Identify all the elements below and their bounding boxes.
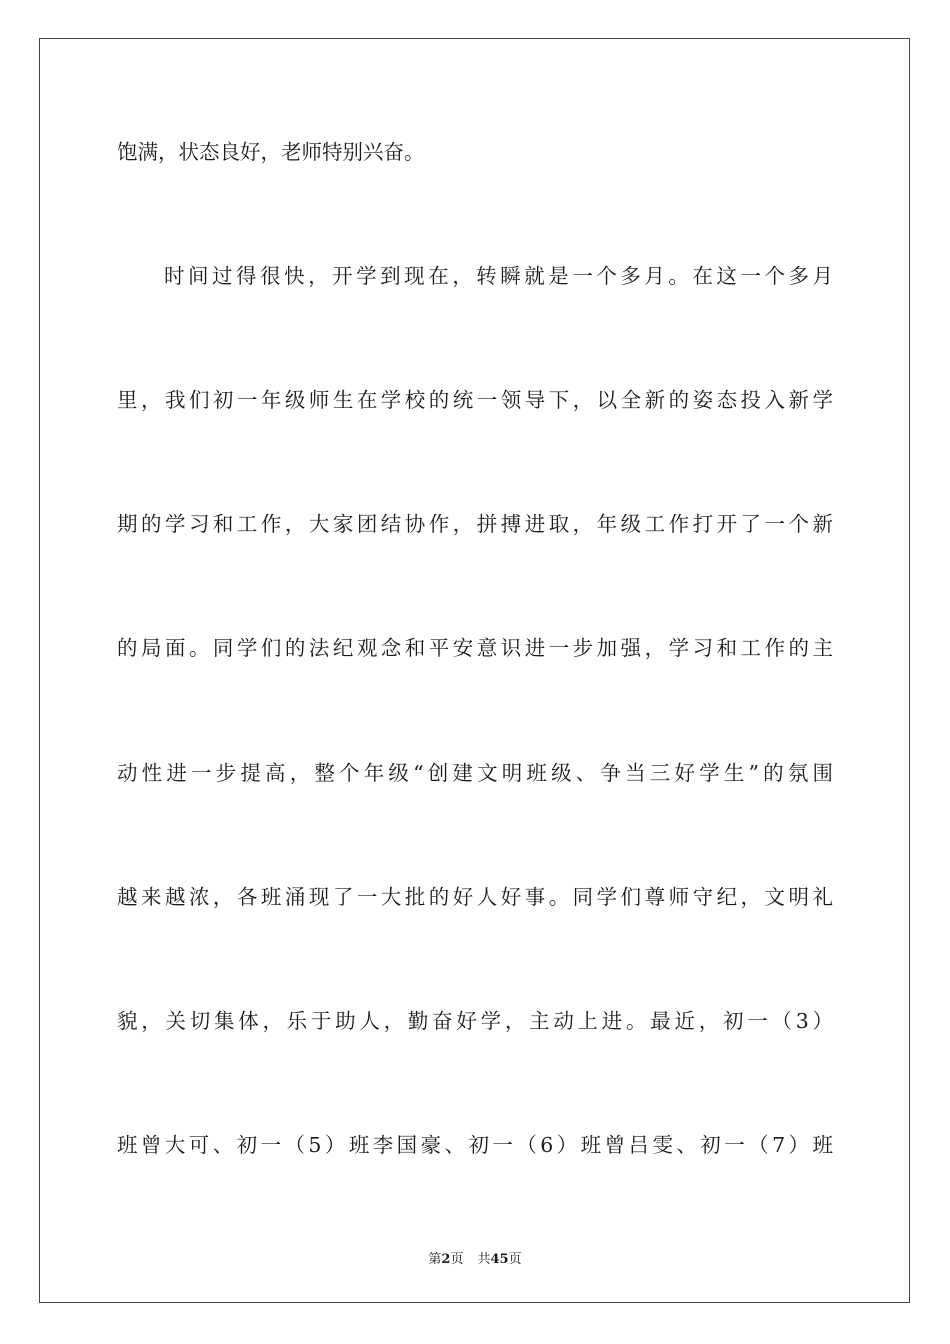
total-pages: 45 xyxy=(490,1252,509,1267)
text-line-9: 班曾大可、初一（5）班李国豪、初一（6）班曾吕雯、初一（7）班 xyxy=(117,1133,833,1157)
page-prefix: 第 xyxy=(428,1252,442,1267)
text-line-5: 的局面。同学们的法纪观念和平安意识进一步加强，学习和工作的主 xyxy=(117,636,833,660)
text-line-6: 动性进一步提高，整个年级“创建文明班级、争当三好学生”的氛围 xyxy=(117,761,833,785)
page-number: 2 xyxy=(441,1252,451,1267)
page-footer xyxy=(0,1248,950,1267)
total-prefix: 共 xyxy=(477,1252,491,1267)
text-line-3: 里，我们初一年级师生在学校的统一领导下，以全新的姿态投入新学 xyxy=(117,388,833,412)
page-border xyxy=(39,38,910,1303)
total-suffix: 页 xyxy=(508,1252,522,1267)
text-line-2: 时间过得很快，开学到现在，转瞬就是一个多月。在这一个多月 xyxy=(164,264,833,288)
text-line-7: 越来越浓，各班涌现了一大批的好人好事。同学们尊师守纪，文明礼 xyxy=(117,885,833,909)
page-suffix: 页 xyxy=(450,1252,464,1267)
text-line-4: 期的学习和工作，大家团结协作，拼搏进取，年级工作打开了一个新 xyxy=(117,512,833,536)
text-line-8: 貌，关切集体，乐于助人，勤奋好学，主动上进。最近，初一（3） xyxy=(117,1009,833,1033)
text-line-1: 饱满，状态良好，老师特别兴奋。 xyxy=(117,140,425,164)
